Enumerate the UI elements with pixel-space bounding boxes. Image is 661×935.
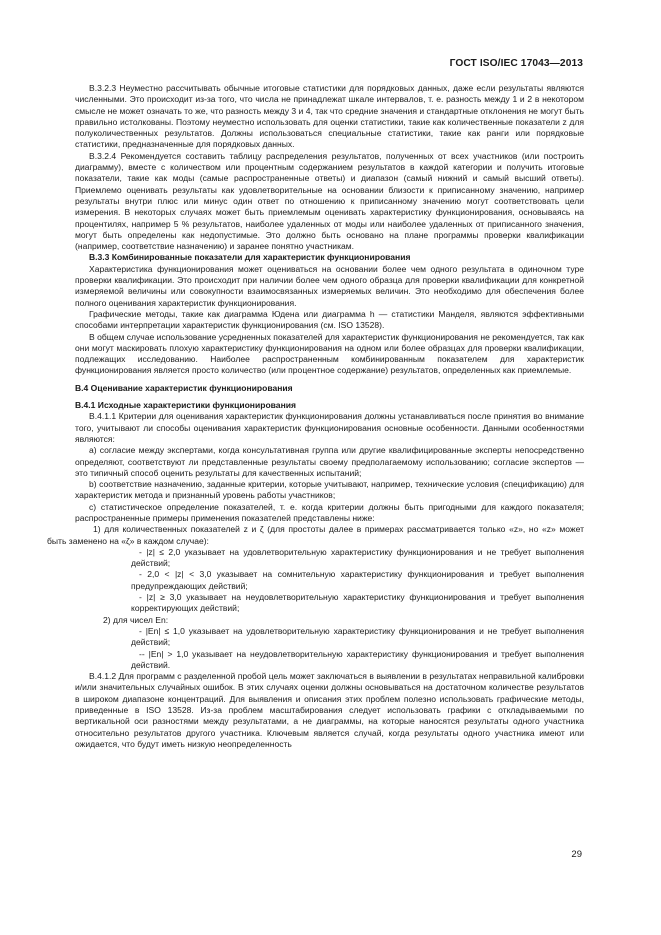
paragraph-b33-3: В общем случае использование усредненных показателей для характеристик функционирования не рекомендуется, так как они могут маскировать плохую характеристику функционирования на одном или более образцах для проверки квалификации, подлежащих исследованию. Наиболее распространенным комбинированным показателем для характеристик функционирования является просто количество (или процентное содержание) результатов, определенных как приемлемые. (75, 331, 584, 376)
heading-b33: В.3.3 Комбинированные показатели для характеристик функционирования (89, 252, 411, 263)
heading-b4: В.4 Оценивание характеристик функционирования (75, 382, 293, 393)
list-item-z2: - 2,0 < |z| < 3,0 указывает на сомнительную характеристику функционирования и требует выполнения предупреждающих действий; (131, 569, 584, 591)
list-item-b: b) соответствие назначению, заданные критерии, которые учитывают, например, технические условия (спецификацию) для характеристик метода и признанный уровень работы участников; (75, 479, 584, 501)
heading-b41: В.4.1 Исходные характеристики функционирования (75, 400, 296, 411)
list-item-c: c) статистическое определение показателей, т. е. когда критерии должны быть пригодными для каждого показателя; распространенные примеры применения показателей представлены ниже: (75, 501, 584, 523)
list-item-z1: - |z| ≤ 2,0 указывает на удовлетворительную характеристику функционирования и не требует выполнения действий; (131, 546, 584, 569)
list-item-z3: - |z| ≥ 3,0 указывает на неудовлетворительную характеристику функционирования и требует выполнения корректирующих действий; (131, 592, 584, 614)
document-body (47, 83, 585, 750)
paragraph-b411: В.4.1.1 Критерии для оценивания характеристик функционирования должны устанавливаться после принятия во внимание того, учитывают ли способы оценивания характеристик функционирования основные особенности. Данными особенностями являются: (75, 411, 584, 444)
paragraph-b412: В.4.1.2 Для программ с разделенной пробой цель может заключаться в выявлении в результатах неправильной калибровки и/или значительных случайных ошибок. В этих случаях оценки должны основываться на достаточном количестве результатов в широком диапазоне концентраций. Для выявления и описания этих проблем полезно использовать графические методы, приведенные в ISO 13528. Из-за проблем масштабирования следует использовать графики с откладываемыми по вертикальной оси разностями между результатами, а не диаграммы, на которые наносятся результаты одного участника относительно результатов другого участника. Ключевым является случай, когда результаты одного участника имеют или ожидается, что будут иметь низкую неопределенность (75, 671, 584, 749)
list-item-en2: -- |En| > 1,0 указывает на неудовлетворительную характеристику функционирования и требует выполнения действий. (131, 648, 584, 670)
document-header: ГОСТ ISO/IEC 17043—2013 (449, 58, 583, 69)
list-item-c2: 2) для чисел En: (103, 614, 169, 625)
paragraph-b324: В.3.2.4 Рекомендуется составить таблицу распределения результатов, полученных от всех участников (или построить диаграмму), вместе с количеством или процентным содержанием результатов в каждой категории и получить итоговые показатели, такие как моды (самые распространенные ответы) и диапазон (самый нижний и самый высший ответы). Приемлемо оценивать результаты как удовлетворительные на основании близости к приписанному значению, например результаты внутри плюс или минус один ответ по отношению к приписанному значению могут соответствовать цели измерения. В некоторых случаях может быть приемлемым оценивать характеристику функционирования, основываясь на процентилях, например 5 % результатов, наиболее удаленных от моды или наиболее удаленных от приписанного значения, могут быть определены как недопустимые. Это должно быть основано на плане программы проверки квалификации (например, соответствие назначению) и заранее понятно участникам. (75, 150, 584, 252)
list-item-c1: 1) для количественных показателей z и ζ (для простоты далее в примерах рассматривается только «z», но «z» может быть заменено на «ζ» в каждом случае): (47, 524, 584, 546)
paragraph-b323: В.3.2.3 Неуместно рассчитывать обычные итоговые статистики для порядковых данных, даже если результаты являются численными. Это происходит из-за того, что числа не принадлежат шкале интервалов, т. е. разность между 1 и 2 в некотором смысле не может означать то же, что разность между 3 и 4, так что средние значения и стандартные отклонения не могут быть правильно истолкованы. Поэтому неуместно использовать для оценки статистики, такие как количественные показатели z для полуколичественных результатов. Должны использоваться специальные статистики, такие как ранги или порядковые статистики, предназначенные для порядковых данных. (75, 83, 585, 150)
paragraph-b33-1: Характеристика функционирования может оцениваться на основании более чем одного результата в одиночном туре проверки квалификации. Это происходит при наличии более чем одного образца для проверки квалификации для конкретной измеряемой величины или совокупности взаимосвязанных измеряемых величин. Это необходимо для обеспечения более полного оценивания характеристик функционирования. (75, 263, 584, 308)
list-item-a: a) согласие между экспертами, когда консультативная группа или другие квалифицированные эксперты непосредственно определяют, соответствуют ли представленные результаты своему предполагаемому использованию; согласие экспертов — это типичный способ оценить результаты для качественных испытаний; (75, 445, 584, 478)
page-number: 29 (571, 849, 582, 860)
list-item-en1: - |En| ≤ 1,0 указывает на удовлетворительную характеристику функционирования и не требует выполнения действий; (131, 625, 584, 648)
paragraph-b33-2: Графические методы, такие как диаграмма Юдена или диаграмма h — статистики Манделя, являются эффективными способами интерпретации характеристик функционирования (см. ISO 13528). (75, 308, 584, 331)
